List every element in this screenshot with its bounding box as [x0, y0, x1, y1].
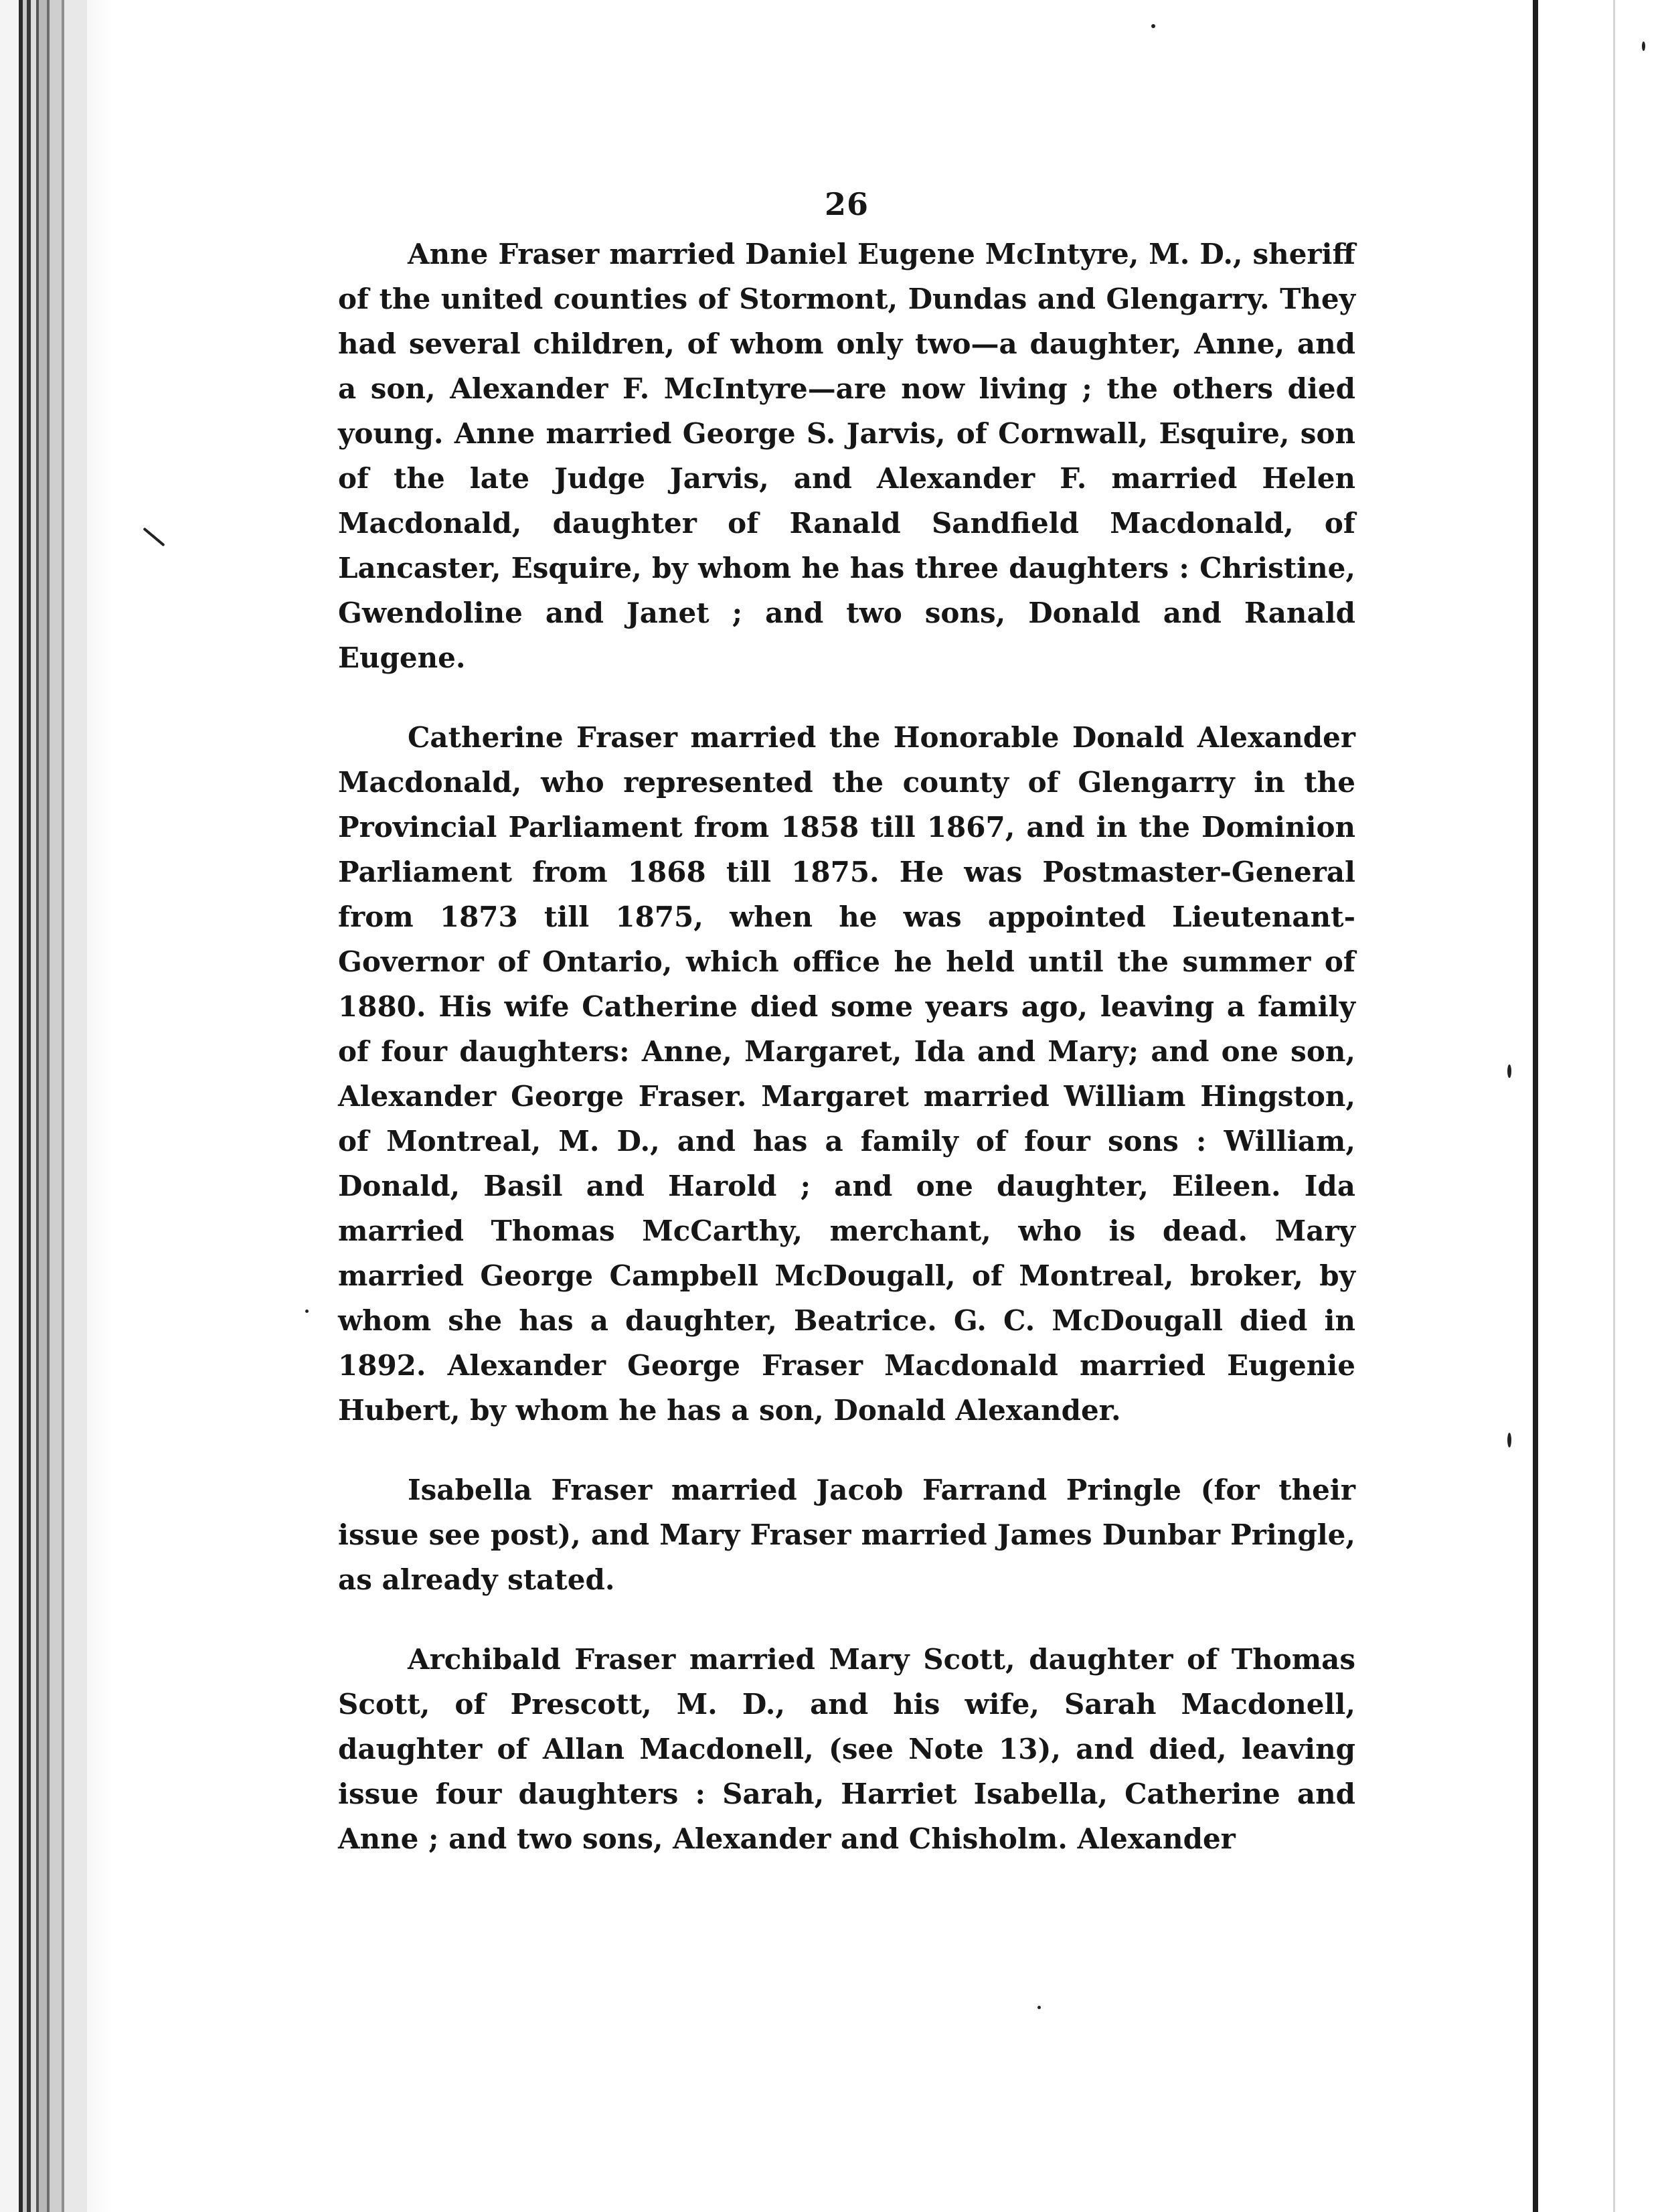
- paragraph-catherine-fraser: Catherine Fraser married the Honorable Donald Alexander Macdonald, who represented the county of Glengarry in the Provincial Parliament from 1858 till 1867, and in the Dominion Parliament from 1868 till 1875. He was Postmaster-General from 1873 till 1875, when he was appointed Lieutenant-Governor of Ontario, which office he held until the summer of 1880. His wife Catherine died some years ago, leaving a family of four daughters: Anne, Margaret, Ida and Mary; and one son, Alexander George Fraser. Margaret married William Hingston, of Montreal, M. D., and has a family of four sons : William, Donald, Basil and Harold ; and one daughter, Eileen. Ida married Thomas McCarthy, merchant, who is dead. Mary married George Campbell McDougall, of Montreal, broker, by whom she has a daughter, Beatrice. G. C. McDougall died in 1892. Alexander George Fraser Macdonald married Eugenie Hubert, by whom he has a son, Donald Alexander.: [338, 721, 1355, 1427]
- scan-speck: [1642, 42, 1645, 51]
- scan-speck: [1037, 2006, 1041, 2009]
- page-edge-line: [1613, 0, 1615, 2212]
- paragraph-anne-fraser: Anne Fraser married Daniel Eugene McIntyre, M. D., sheriff of the united counties of Stormont, Dundas and Glengarry. They had several children, of whom only two—a daughter, Anne, and a son, Alexander F. McIntyre—are now living ; the others died young. Anne married George S. Jarvis, of Cornwall, Esquire, son of the late Judge Jarvis, and Alexander F. married Helen Macdonald, daughter of Ranald Sandfield Macdonald, of Lancaster, Esquire, by whom he has three daughters : Christine, Gwendoline and Janet ; and two sons, Donald and Ranald Eugene.: [338, 238, 1355, 674]
- scan-speck: [1507, 1433, 1511, 1447]
- text-block: [338, 181, 1355, 1861]
- adjacent-page-edge: [1533, 0, 1668, 2212]
- paragraph-isabella-fraser: Isabella Fraser married Jacob Farrand Pringle (for their issue see post), and Mary Fraser married James Dunbar Pringle, as already stated.: [338, 1474, 1355, 1596]
- scan-speck: [305, 1310, 309, 1313]
- book-gutter: [0, 0, 114, 2212]
- scan-speck: [1151, 24, 1155, 28]
- paragraph-archibald-fraser: Archibald Fraser married Mary Scott, daughter of Thomas Scott, of Prescott, M. D., and his wife, Sarah Macdonell, daughter of Allan Macdonell, (see Note 13), and died, leaving issue four daughters : Sarah, Harriet Isabella, Catherine and Anne ; and two sons, Alexander and Chisholm. Alexander: [338, 1643, 1355, 1855]
- page-number: 26: [824, 186, 869, 222]
- scan-speck: [1507, 1064, 1511, 1078]
- scan-speck: [143, 528, 165, 547]
